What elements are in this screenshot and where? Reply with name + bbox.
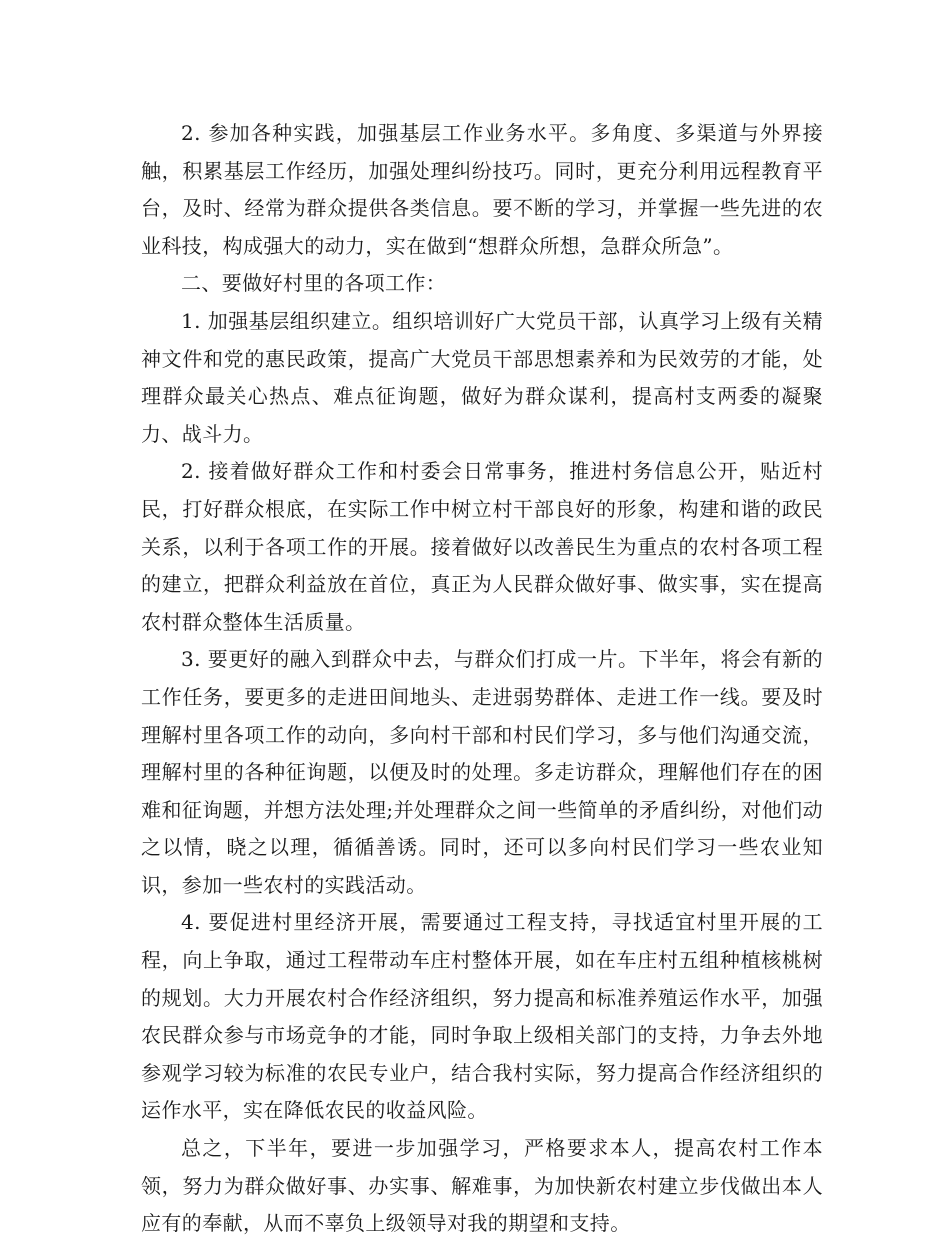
paragraph-organization: 1. 加强基层组织建立。组织培训好广大党员干部，认真学习上级有关精神文件和党的惠民政策，提高广大党员干部思想素养和为民效劳的才能，处理群众最关心热点、难点征询题，做好为群众谋利，提高村支两委的凝聚力、战斗力。	[141, 308, 823, 446]
paragraph-practice: 2. 参加各种实践，加强基层工作业务水平。多角度、多渠道与外界接触，积累基层工作经历，加强处理纠纷技巧。同时，更充分利用远程教育平台，及时、经常为群众提供各类信息。要不断的学习，并掌握一些先进的农业科技，构成强大的动力，实在做到“想群众所想，急群众所急”。	[141, 121, 823, 258]
paragraph-mass-work: 2. 接着做好群众工作和村委会日常事务，推进村务信息公开，贴近村民，打好群众根底，在实际工作中树立村干部良好的形象，构建和谐的政民关系，以利于各项工作的开展。接着做好以改善民生为重点的农村各项工程的建立，把群众利益放在首位，真正为人民群众做好事、做实事，实在提高农村群众整体生活质量。	[141, 459, 823, 634]
section-heading-village-work: 二、要做好村里的各项工作：	[181, 271, 447, 296]
document-body	[141, 115, 823, 1243]
paragraph-economy: 4. 要促进村里经济开展，需要通过工程支持，寻找适宜村里开展的工程，向上争取，通过工程带动车庄村整体开展，如在车庄村五组种植核桃树的规划。大力开展农村合作经济组织，努力提高和标准养殖运作水平，加强农民群众参与市场竞争的才能，同时争取上级相关部门的支持，力争去外地参观学习较为标准的农民专业户，结合我村实际，努力提高合作经济组织的运作水平，实在降低农民的收益风险。	[141, 910, 823, 1123]
paragraph-integration: 3. 要更好的融入到群众中去，与群众们打成一片。下半年，将会有新的工作任务，要更多的走进田间地头、走进弱势群体、走进工作一线。要及时理解村里各项工作的动向，多向村干部和村民们学习，多与他们沟通交流，理解村里的各种征询题，以便及时的处理。多走访群众，理解他们存在的困难和征询题，并想方法处理;并处理群众之间一些简单的矛盾纠纷，对他们动之以情，晓之以理，循循善诱。同时，还可以多向村民们学习一些农业知识，参加一些农村的实践活动。	[141, 647, 823, 897]
paragraph-conclusion: 总之，下半年，要进一步加强学习，严格要求本人，提高农村工作本领，努力为群众做好事、办实事、解难事，为加快新农村建立步伐做出本人应有的奉献，从而不辜负上级领导对我的期望和支持。	[141, 1136, 823, 1236]
